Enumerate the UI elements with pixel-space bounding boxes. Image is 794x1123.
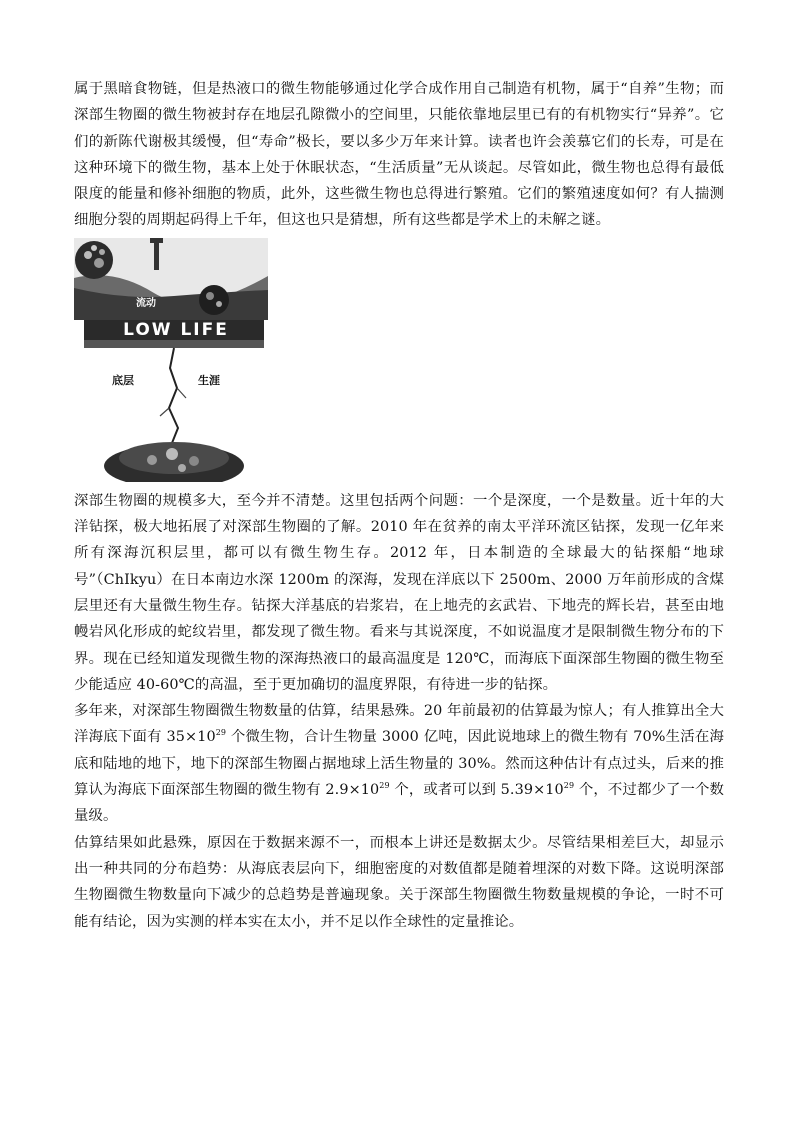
figure-label-top: 流动 <box>136 297 156 309</box>
paragraph-3-part-a: 多年来，对深部生物圈微生物数量的估算，结果悬殊。20 年前最初的估算最为惊人；有人推算出全大洋海底下面有 35×10 <box>74 703 724 746</box>
paragraph-4: 估算结果如此悬殊，原因在于数据来源不一，而根本上讲还是数据太少。尽管结果相差巨大，却显示出一种共同的分布趋势：从海底表层向下，细胞密度的对数值都是随着埋深的对数下降。这说明深部生物圈微生物数量向下减少的总趋势是普遍现象。关于深部生物圈微生物数量规模的争论，一时不可能有结论，因为实测的样本实在太小，并不足以作全球性的定量推论。 <box>74 834 724 930</box>
exponent-3: 29 <box>563 781 575 791</box>
figure-banner-text: LOW LIFE <box>123 319 229 340</box>
illustration-drawing <box>74 238 268 482</box>
illustration-low-life <box>74 238 268 482</box>
figure-label-right: 生涯 <box>198 373 220 387</box>
paragraph-1: 属于黑暗食物链，但是热液口的微生物能够通过化学合成作用自己制造有机物，属于“自养”生物；而深部生物圈的微生物被封存在地层孔隙微小的空间里，只能依靠地层里已有的有机物实行“异养”。它们的新陈代谢极其缓慢，但“寿命”极长，要以多少万年来计算。读者也许会羡慕它们的长寿，可是在这种环境下的微生物，基本上处于休眠状态，“生活质量”无从谈起。尽管如此，微生物也总得有最低限度的能量和修补细胞的物质，此外，这些微生物也总得进行繁殖。它们的繁殖速度如何？有人揣测细胞分裂的周期起码得上千年，但这也只是猜想，所有这些都是学术上的未解之谜。 <box>74 81 724 229</box>
figure-label-left: 底层 <box>112 373 134 387</box>
paragraph-3-part-c: 个，或者可以到 5.39×10 <box>389 782 564 799</box>
exponent-1: 29 <box>215 728 227 738</box>
paragraph-3 <box>74 698 724 829</box>
paragraph-3-part-b: 个微生物，合计生物量 3000 亿吨，因此说地球上的微生物有 70%生活在海底和陆地的地下，地下的深部生物圈占据地球上活生物量的 30%。然而这种估计有点过头，后来的推算认为海底下面深部生物圈的微生物有 2.9×10 <box>74 729 724 799</box>
paragraph-3-part-d: 个，不过都少了一个数量级。 <box>74 782 724 825</box>
document-page <box>74 76 724 935</box>
paragraph-2: 深部生物圈的规模多大，至今并不清楚。这里包括两个问题：一个是深度，一个是数量。近十年的大洋钻探，极大地拓展了对深部生物圈的了解。2010 年在贫养的南太平洋环流区钻探，发现一亿年来所有深海沉积层里，都可以有微生物生存。2012 年，日本制造的全球最大的钻探船“地球号”（ChIkyu）在日本南边水深 1200m 的深海，发现在洋底以下 2500m、2000 万年前形成的含煤层里还有大量微生物生存。钻探大洋基底的岩浆岩，在上地壳的玄武岩、下地壳的辉长岩，甚至由地幔岩风化形成的蛇纹岩里，都发现了微生物。看来与其说深度，不如说温度才是限制微生物分布的下界。现在已经知道发现微生物的深海热液口的最高温度是 120℃，而海底下面深部生物圈的微生物至少能适应 40-60℃的高温，至于更加确切的温度界限，有待进一步的钻探。 <box>74 492 724 693</box>
exponent-2: 29 <box>379 781 390 791</box>
